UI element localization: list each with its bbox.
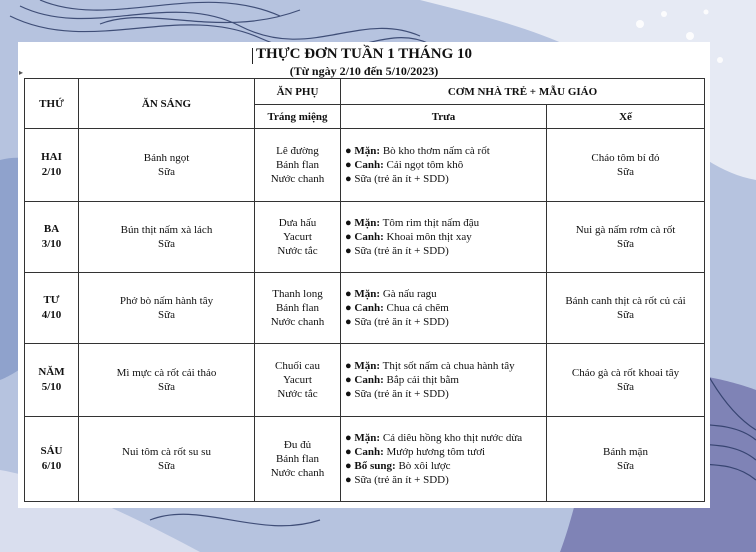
- day-cell: [25, 343, 79, 416]
- afternoon-cell-line: Sữa: [617, 237, 634, 250]
- header-dessert: Tráng miệng: [255, 105, 341, 129]
- lunch-item: [345, 158, 543, 172]
- snack-cell-line: Đu đủ: [283, 438, 312, 451]
- snack-cell-line: Nước chanh: [270, 466, 325, 479]
- lunch-cell: [341, 129, 547, 202]
- lunch-item: [345, 459, 543, 473]
- lunch-item-label: Mặn:: [354, 431, 381, 444]
- day-cell: [25, 129, 79, 202]
- bullet-icon: ●: [345, 158, 355, 171]
- breakfast-cell-line: Bún thịt nấm xà lách: [120, 223, 213, 236]
- lunch-item-label: Mặn:: [354, 144, 381, 157]
- day-cell: [25, 416, 79, 501]
- afternoon-cell: [547, 416, 705, 501]
- day-date: 4/10: [41, 308, 62, 321]
- breakfast-cell-line: Sữa: [158, 165, 175, 178]
- bullet-icon: ●: [345, 459, 355, 472]
- lunch-item-text: Sữa (trẻ ăn ít + SDD): [354, 473, 449, 486]
- lunch-item: [345, 172, 543, 186]
- lunch-item-label: Mặn:: [354, 287, 381, 300]
- lunch-item-label: Canh:: [354, 373, 384, 386]
- table-anchor-icon: ▸: [19, 68, 24, 77]
- afternoon-cell: [547, 129, 705, 202]
- lunch-item: [345, 373, 543, 387]
- lunch-item-label: Mặn:: [354, 359, 381, 372]
- lunch-item-text: Bò xôi lược: [395, 459, 451, 472]
- snack-cell-line: Nước chanh: [270, 172, 325, 185]
- menu-table: [24, 78, 705, 502]
- snack-cell-line: Nước tắc: [277, 244, 318, 257]
- afternoon-cell-line: Sữa: [617, 459, 634, 472]
- lunch-item: [345, 144, 543, 158]
- breakfast-cell: [79, 416, 255, 501]
- breakfast-cell-line: Bánh ngọt: [143, 151, 190, 164]
- lunch-item-text: Cải ngọt tôm khô: [383, 158, 464, 171]
- day-name: SÁU: [40, 444, 63, 457]
- breakfast-cell-line: Sữa: [158, 308, 175, 321]
- afternoon-cell-line: Cháo gà cà rốt khoai tây: [571, 366, 680, 379]
- header-snack: ĂN PHỤ: [255, 79, 341, 105]
- breakfast-cell: [79, 129, 255, 202]
- snack-cell-line: Bánh flan: [275, 452, 320, 465]
- lunch-cell: [341, 416, 547, 501]
- bullet-icon: ●: [345, 287, 355, 300]
- afternoon-cell-line: Bánh canh thịt cà rốt củ cải: [565, 294, 686, 307]
- lunch-item-text: Gà nấu ragu: [380, 287, 437, 300]
- bullet-icon: ●: [345, 387, 355, 400]
- afternoon-cell-line: Cháo tôm bí đỏ: [591, 151, 660, 164]
- lunch-item-text: Bắp cải thịt bằm: [383, 373, 459, 386]
- snack-cell: [255, 416, 341, 501]
- day-name: NĂM: [38, 365, 65, 378]
- day-cell: [25, 272, 79, 343]
- page-subtitle: (Từ ngày 2/10 đến 5/10/2023): [289, 64, 439, 78]
- afternoon-cell-line: Nui gà nấm rơm cà rốt: [575, 223, 676, 236]
- lunch-item-label: Canh:: [354, 445, 384, 458]
- day-date: 5/10: [41, 380, 62, 393]
- header-breakfast: ĂN SÁNG: [79, 79, 255, 129]
- lunch-item: [345, 287, 543, 301]
- breakfast-cell-line: Mì mực cà rốt cải thảo: [116, 366, 217, 379]
- breakfast-cell-line: Sữa: [158, 380, 175, 393]
- lunch-item-text: Thịt sốt nấm cà chua hành tây: [380, 359, 515, 372]
- table-row: [25, 272, 705, 343]
- lunch-item-text: Tôm rim thịt nấm đậu: [380, 216, 480, 229]
- lunch-item: [345, 359, 543, 373]
- snack-cell-line: Yacurt: [283, 230, 312, 243]
- lunch-item: [345, 244, 543, 258]
- bullet-icon: ●: [345, 216, 355, 229]
- bullet-icon: ●: [345, 473, 355, 486]
- snack-cell: [255, 272, 341, 343]
- header-afternoon: Xế: [547, 105, 705, 129]
- day-date: 2/10: [41, 165, 62, 178]
- breakfast-cell-line: Sữa: [158, 237, 175, 250]
- header-day: THỨ: [25, 79, 79, 129]
- breakfast-cell: [79, 343, 255, 416]
- day-name: HAI: [41, 150, 62, 163]
- lunch-item: [345, 473, 543, 487]
- lunch-cell: [341, 343, 547, 416]
- breakfast-cell-line: Nui tôm cà rốt su su: [122, 445, 211, 458]
- bullet-icon: ●: [345, 230, 355, 243]
- lunch-item-label: Mặn:: [354, 216, 381, 229]
- afternoon-cell-line: Bánh mặn: [603, 445, 648, 458]
- lunch-item-text: Sữa (trẻ ăn ít + SDD): [354, 172, 449, 185]
- header-lunch: Trưa: [341, 105, 547, 129]
- breakfast-cell: [79, 201, 255, 272]
- table-row: [25, 201, 705, 272]
- lunch-item-label: Canh:: [354, 301, 384, 314]
- lunch-item: [345, 445, 543, 459]
- lunch-item-text: Bò kho thơm nấm cà rốt: [380, 144, 490, 157]
- lunch-item-text: Khoai môn thịt xay: [383, 230, 472, 243]
- snack-cell-line: Thanh long: [272, 287, 323, 300]
- lunch-item-text: Chua cá chẽm: [383, 301, 449, 314]
- bullet-icon: ●: [345, 431, 355, 444]
- day-cell: [25, 201, 79, 272]
- lunch-item: [345, 230, 543, 244]
- lunch-item-label: Canh:: [354, 230, 384, 243]
- lunch-item-text: Mướp hương tôm tươi: [383, 445, 486, 458]
- afternoon-cell-line: Sữa: [617, 308, 634, 321]
- lunch-cell: [341, 201, 547, 272]
- bullet-icon: ●: [345, 445, 355, 458]
- snack-cell: [255, 343, 341, 416]
- day-name: BA: [43, 222, 60, 235]
- bullet-icon: ●: [345, 315, 355, 328]
- bullet-icon: ●: [345, 359, 355, 372]
- snack-cell-line: Nước tắc: [277, 387, 318, 400]
- table-row: [25, 129, 705, 202]
- lunch-item: [345, 315, 543, 329]
- bullet-icon: ●: [345, 244, 355, 257]
- lunch-item: [345, 301, 543, 315]
- day-name: TƯ: [43, 293, 60, 306]
- table-row: [25, 343, 705, 416]
- afternoon-cell: [547, 201, 705, 272]
- snack-cell-line: Bánh flan: [275, 301, 320, 314]
- lunch-item: [345, 431, 543, 445]
- lunch-item: [345, 387, 543, 401]
- afternoon-cell: [547, 272, 705, 343]
- menu-sheet: [18, 42, 710, 508]
- day-date: 6/10: [41, 459, 62, 472]
- bullet-icon: ●: [345, 172, 355, 185]
- snack-cell-line: Lê đường: [276, 144, 319, 157]
- table-row: [25, 416, 705, 501]
- snack-cell: [255, 129, 341, 202]
- header-meal: CƠM NHÀ TRẺ + MẪU GIÁO: [341, 79, 705, 105]
- snack-cell-line: Dưa hấu: [278, 216, 317, 229]
- snack-cell: [255, 201, 341, 272]
- lunch-item: [345, 216, 543, 230]
- breakfast-cell-line: Sữa: [158, 459, 175, 472]
- afternoon-cell: [547, 343, 705, 416]
- snack-cell-line: Chuối cau: [275, 359, 320, 372]
- lunch-item-label: Bổ sung:: [354, 459, 396, 472]
- breakfast-cell-line: Phở bò nấm hành tây: [119, 294, 214, 307]
- breakfast-cell: [79, 272, 255, 343]
- bullet-icon: ●: [345, 301, 355, 314]
- lunch-item-label: Canh:: [354, 158, 384, 171]
- lunch-item-text: Cá diêu hồng kho thịt nước dừa: [380, 431, 523, 444]
- lunch-item-text: Sữa (trẻ ăn ít + SDD): [354, 244, 449, 257]
- snack-cell-line: Nước chanh: [270, 315, 325, 328]
- afternoon-cell-line: Sữa: [617, 380, 634, 393]
- page-title: THỰC ĐƠN TUẦN 1 THÁNG 10: [256, 46, 472, 62]
- lunch-item-text: Sữa (trẻ ăn ít + SDD): [354, 387, 449, 400]
- bullet-icon: ●: [345, 373, 355, 386]
- lunch-item-text: Sữa (trẻ ăn ít + SDD): [354, 315, 449, 328]
- snack-cell-line: Bánh flan: [275, 158, 320, 171]
- lunch-cell: [341, 272, 547, 343]
- snack-cell-line: Yacurt: [283, 373, 312, 386]
- bullet-icon: ●: [345, 144, 355, 157]
- day-date: 3/10: [41, 237, 62, 250]
- afternoon-cell-line: Sữa: [617, 165, 634, 178]
